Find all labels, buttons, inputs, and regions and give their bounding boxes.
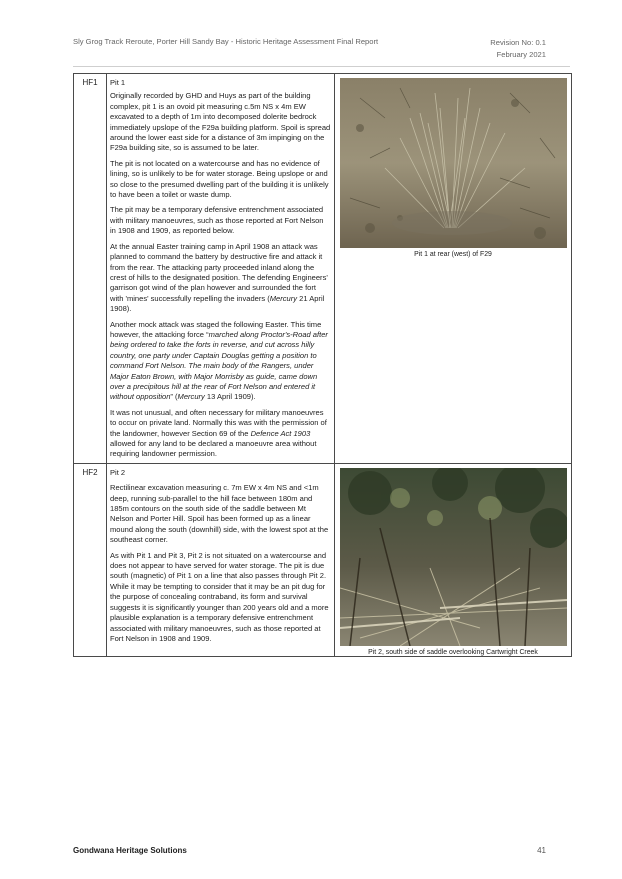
feature-id: HF1 (74, 74, 107, 464)
revision-info (490, 37, 546, 61)
quote-close: ” ( (170, 392, 178, 402)
source-citation: Mercury (177, 392, 205, 402)
table-row-hf2 (74, 463, 572, 656)
photo-cell (335, 463, 572, 656)
feature-title: Pit 1 (110, 78, 126, 87)
citation-date: 13 April 1909). (204, 392, 256, 402)
paragraph: Rectilinear excavation measuring c. 7m EW x 4m NS and <1m deep, running sub-parallel to the hill face between 180m and 185m contours on the south side of the saddle between Mt Nelson and Porter Hill. Spoil has been formed up as a linear mound along the south (downhill) side, with the lowest spot at the southeast corner. (110, 483, 329, 545)
heritage-features-table (73, 73, 572, 657)
feature-description (107, 74, 335, 464)
quoted-passage: marched along Proctor's-Road after being ordered to take the forts in reverse, and cut across hilly country, one party under Captain Douglas getting a position to command Fort Nelson. The main body of the Rangers, under Major Eaton Brown, with Major Morrisby as guide, came down over a precipitous hill at the rear of Fort Nelson and entered it without opposition (110, 329, 328, 402)
photo-caption: Pit 1 at rear (west) of F29 (414, 251, 492, 258)
photo-caption: Pit 2, south side of saddle overlooking Cartwright Creek (368, 648, 538, 656)
citation-date: 21 April 1908). (110, 293, 325, 314)
report-title: Sly Grog Track Reroute, Porter Hill Sandy Bay - Historic Heritage Assessment Final Report (73, 37, 379, 46)
pit-2-photo (340, 468, 567, 646)
photo-cell (335, 74, 572, 464)
revision-number: Revision No: 0.1 (490, 38, 546, 47)
paragraph (110, 320, 331, 403)
paragraph: As with Pit 1 and Pit 3, Pit 2 is not situated on a watercourse and does not appear to have served for water storage. The pit is due south (magnetic) of Pit 1 on a line that also passes through Pit 2. While it may be tempting to consider that it may be an pit dug for the purpose of concealing contraband, its form and survival suggests it is significantly younger than 200 years old and a more plausible explanation is a temporary defensive entrenchment associated with military manoeuvres, such as those reported at Fort Nelson in 1908 and 1909. (110, 550, 329, 643)
paragraph-text: It was not unusual, and often necessary for military manoeuvres to occur on private land. Normally this was with the permission of the landowner, however Section 69 of the (110, 407, 327, 438)
paragraph: The pit is not located on a watercourse and has no evidence of lining, so is unlikely to be for water storage. Being upslope or and so close to the presumed dwelling part of the building it is unlikely to have been a toilet or waste dump. (110, 158, 329, 200)
feature-id: HF2 (74, 463, 107, 656)
pit-1-photo (340, 78, 567, 248)
act-name: Defence Act 1903 (250, 428, 311, 438)
source-citation: Mercury (269, 293, 298, 303)
feature-title: Pit 2 (110, 467, 126, 477)
feature-description (107, 463, 335, 656)
page-number: 41 (537, 846, 546, 855)
paragraph-text: Another mock attack was staged the following Easter. This time however, the attacking force “ (110, 319, 322, 339)
revision-date: February 2021 (496, 50, 546, 59)
table-row-hf1 (74, 74, 572, 464)
paragraph: The pit may be a temporary defensive entrenchment associated with military manoeuvres, such as those reported at Fort Nelson in 1908 and 1909, as reported below. (110, 205, 324, 236)
company-name: Gondwana Heritage Solutions (73, 846, 187, 855)
paragraph-text: allowed for any land to be declared a manoeuvre area without requiring landowner permission. (110, 439, 317, 459)
paragraph: Originally recorded by GHD and Huys as part of the building complex, pit 1 is an ovoid pit measuring c.5m NS x 4m EW excavated to a depth of 1m into decomposed dolerite bedrock immediately upslope of the F29a building platform. Spoil is spread around the lower east side for a distance of 3m impinging on the F29a building site, so is assumed to be later. (110, 91, 331, 153)
paragraph-text: At the annual Easter training camp in April 1908 an attack was planned to command the battery by destructive fire and attack it from the rear. The attacking party proceeded inland along the crest of hills to the designated position. The defending Engineers' garrison got wind of the plan however and surrounded the fort with 'mines' successfully repelling the invaders ( (110, 241, 328, 303)
paragraph (110, 408, 331, 460)
paragraph (110, 242, 331, 315)
header-divider (73, 66, 570, 67)
